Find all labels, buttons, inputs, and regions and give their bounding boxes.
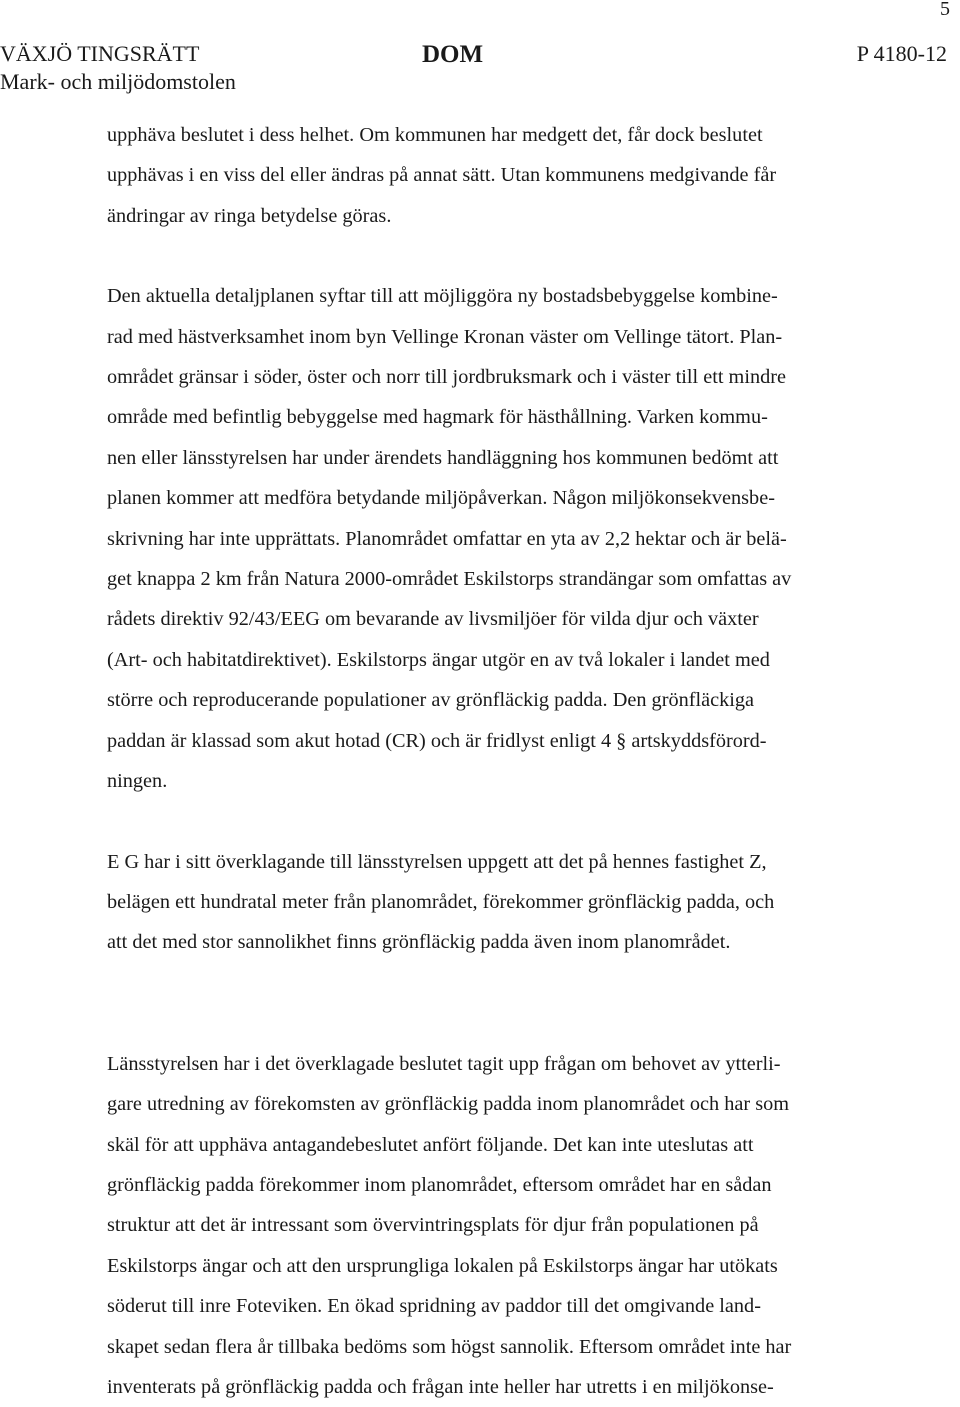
text-line: området gränsar i söder, öster och norr till jordbruksmark och i väster till ett mindre (107, 366, 786, 389)
paragraph-1 (107, 115, 897, 236)
text-line: grönfläckig padda förekommer inom planområdet, eftersom området har en sådan (107, 1173, 772, 1196)
paragraph-3 (107, 842, 897, 963)
paragraph-gap (107, 802, 897, 842)
text-line: större och reproducerande populationer av grönfläckig padda. Den grönfläckiga (107, 689, 755, 712)
document-body (107, 115, 897, 1407)
text-line: planen kommer att medföra betydande miljöpåverkan. Någon miljökonsekvensbe- (107, 487, 775, 510)
court-name: VÄXJÖ TINGSRÄTT (0, 41, 200, 66)
paragraph-4 (107, 1044, 897, 1407)
text-line: (Art- och habitatdirektivet). Eskilstorps ängar utgör en av två lokaler i landet med (107, 648, 770, 671)
court-department: Mark- och miljödomstolen (0, 69, 236, 94)
page-number: 5 (940, 0, 950, 20)
text-line: ningen. (107, 770, 168, 793)
text-line: E G har i sitt överklagande till länsstyrelsen uppgett att det på hennes fastighet Z, (107, 850, 767, 873)
text-line: rad med hästverksamhet inom byn Vellinge Kronan väster om Vellinge tätort. Plan- (107, 325, 783, 348)
text-line: inventerats på grönfläckig padda och frågan inte heller har utretts i en miljökonse- (107, 1375, 774, 1398)
text-line: skrivning har inte upprättats. Planområdet omfattar en yta av 2,2 hektar och är belä- (107, 527, 787, 550)
paragraph-2 (107, 276, 897, 801)
text-line: paddan är klassad som akut hotad (CR) och är fridlyst enligt 4 § artskyddsförord- (107, 729, 767, 752)
text-line: Den aktuella detaljplanen syftar till att möjliggöra ny bostadsbebyggelse kombine- (107, 285, 778, 308)
text-line: rådets direktiv 92/43/EEG om bevarande av livsmiljöer för vilda djur och växter (107, 608, 759, 631)
text-line: gare utredning av förekomsten av grönfläckig padda inom planområdet och har som (107, 1093, 790, 1116)
text-line: ändringar av ringa betydelse göras. (107, 204, 392, 227)
text-line: struktur att det är intressant som övervintringsplats för djur från populationen på (107, 1214, 759, 1237)
case-number: P 4180-12 (856, 41, 947, 66)
text-line: Eskilstorps ängar och att den ursprungliga lokalen på Eskilstorps ängar har utökats (107, 1254, 778, 1277)
document-header (0, 40, 960, 100)
paragraph-gap (107, 236, 897, 276)
text-line: söderut till inre Foteviken. En ökad spridning av paddor till det omgivande land- (107, 1295, 761, 1318)
court-info (0, 40, 236, 96)
text-line: get knappa 2 km från Natura 2000-området Eskilstorps strandängar som omfattas av (107, 568, 792, 591)
text-line: nen eller länsstyrelsen har under ärendets handläggning hos kommunen bedömt att (107, 446, 779, 469)
text-line: belägen ett hundratal meter från planområdet, förekommer grönfläckig padda, och (107, 890, 775, 913)
text-line: att det med stor sannolikhet finns grönfläckig padda även inom planområdet. (107, 931, 731, 954)
text-line: Länsstyrelsen har i det överklagade beslutet tagit upp frågan om behovet av ytterli- (107, 1052, 781, 1075)
text-line: upphäva beslutet i dess helhet. Om kommunen har medgett det, får dock beslutet (107, 124, 763, 146)
text-line: upphävas i en viss del eller ändras på annat sätt. Utan kommunens medgivande får (107, 164, 777, 187)
text-line: skapet sedan flera år tillbaka bedöms som högst sannolik. Eftersom området inte har (107, 1335, 792, 1358)
paragraph-gap (107, 963, 897, 1044)
text-line: skäl för att upphäva antagandebeslutet anfört följande. Det kan inte uteslutas att (107, 1133, 754, 1156)
text-line: område med befintlig bebyggelse med hagmark för hästhållning. Varken kommu- (107, 406, 768, 429)
document-type: DOM (422, 41, 484, 68)
